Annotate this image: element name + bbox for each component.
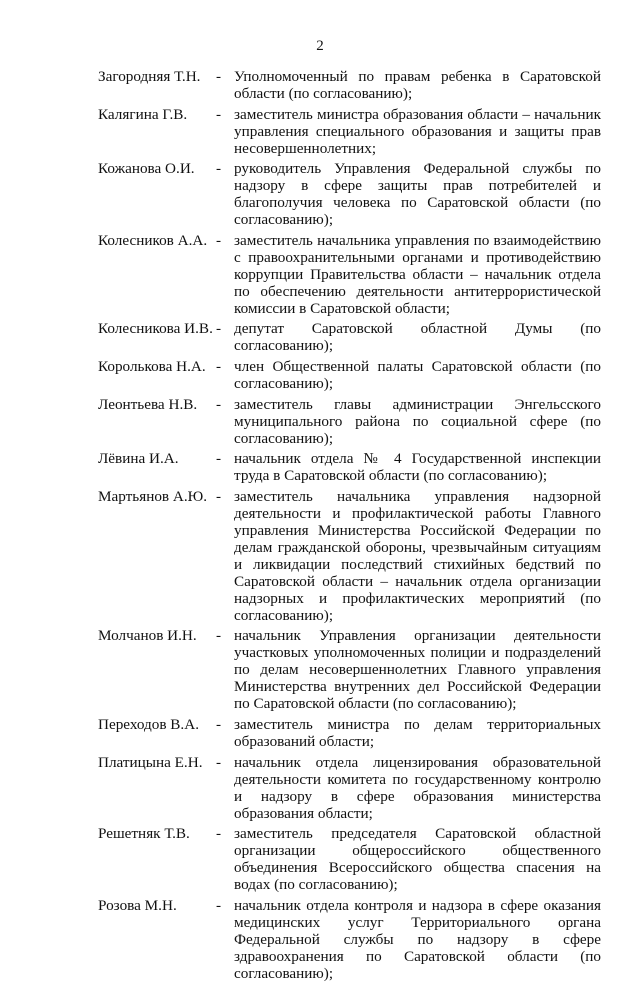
page-number: 2	[316, 38, 324, 54]
member-entry	[98, 488, 601, 624]
member-entry	[98, 106, 601, 157]
member-name: Загородняя Т.Н.	[98, 68, 201, 85]
member-entry	[98, 450, 601, 484]
member-entry	[98, 897, 601, 982]
member-role: начальник отдела контроля и надзора в сфере оказания медицинских услуг Территориального органа Федеральной службы по надзору в сфере здравоохранения по Саратовской области (по согласованию);	[234, 896, 601, 982]
member-name: Колесникова И.В.	[98, 320, 213, 338]
member-list	[98, 68, 601, 985]
member-role: заместитель начальника управления надзорной деятельности и профилактической работы Главного управления Министерства Российской Федерации по делам гражданской обороны, чрезвычайным ситуациям и ликвидации последствий стихийных бедствий по Саратовской области – начальник отдела организации надзорных и профилактических мероприятий (по согласованию);	[234, 487, 601, 624]
member-role: заместитель главы администрации Энгельсского муниципального района по социальной сфере (по согласованию);	[234, 395, 601, 447]
member-dash: -	[216, 68, 222, 85]
member-name: Лёвина И.А.	[98, 450, 179, 468]
member-dash: -	[216, 105, 222, 123]
member-name: Переходов В.А.	[98, 715, 199, 733]
member-dash: -	[216, 896, 222, 914]
member-entry	[98, 754, 601, 822]
member-name: Мартьянов А.Ю.	[98, 487, 208, 505]
member-name: Кожанова О.И.	[98, 160, 195, 178]
member-name: Розова М.Н.	[98, 896, 177, 914]
member-name: Платицына Е.Н.	[98, 753, 203, 771]
member-role: заместитель начальника управления по взаимодействию с правоохранительными органами и противодействию коррупции Правительства области – начальник отдела по обеспечению деятельности антитеррористической комиссии в Саратовской области;	[234, 231, 601, 317]
member-role: Уполномоченный по правам ребенка в Саратовской области (по согласованию);	[234, 68, 601, 102]
member-entry	[98, 716, 601, 750]
member-name: Калягина Г.В.	[98, 105, 188, 123]
member-dash: -	[216, 753, 222, 771]
member-dash: -	[216, 320, 222, 338]
member-dash: -	[216, 715, 222, 733]
member-entry	[98, 68, 601, 102]
member-role: руководитель Управления Федеральной службы по надзору в сфере защиты прав потребителей и благополучия человека по Саратовской области (по согласованию);	[234, 160, 601, 229]
member-dash: -	[216, 395, 222, 413]
member-role: член Общественной палаты Саратовской области (по согласованию);	[234, 357, 601, 392]
member-role: заместитель министра образования области – начальник управления специального образования и защиты прав несовершеннолетних;	[234, 105, 601, 157]
member-role: заместитель министра по делам территориальных образований области;	[234, 715, 601, 750]
member-dash: -	[216, 627, 222, 645]
member-entry	[98, 825, 601, 893]
member-dash: -	[216, 357, 222, 375]
member-entry	[98, 396, 601, 447]
member-role: начальник отдела № 4 Государственной инспекции труда в Саратовской области (по согласованию);	[234, 450, 601, 485]
member-entry	[98, 358, 601, 392]
member-name: Королькова Н.А.	[98, 357, 206, 375]
member-role: заместитель председателя Саратовской областной организации общероссийского общественного объединения Всероссийского общества спасения на водах (по согласованию);	[234, 825, 601, 894]
member-name: Решетняк Т.В.	[98, 825, 190, 843]
member-name: Леонтьева Н.В.	[98, 395, 198, 413]
member-name: Колесников А.А.	[98, 231, 208, 249]
member-dash: -	[216, 231, 222, 249]
member-name: Молчанов И.Н.	[98, 627, 197, 645]
member-role: депутат Саратовской областной Думы (по согласованию);	[234, 320, 601, 355]
member-role: начальник отдела лицензирования образовательной деятельности комитета по государственному контролю и надзору в сфере образования министерства образования области;	[234, 753, 601, 822]
member-entry	[98, 320, 601, 354]
member-role: начальник Управления организации деятельности участковых уполномоченных полиции и подразделений по делам несовершеннолетних Главного управления Министерства внутренних дел Российской Федерации по Саратовской области (по согласованию);	[234, 627, 601, 713]
member-entry	[98, 232, 601, 317]
member-entry	[98, 627, 601, 712]
member-entry	[98, 160, 601, 228]
member-dash: -	[216, 825, 222, 843]
member-dash: -	[216, 487, 222, 505]
member-dash: -	[216, 160, 222, 178]
member-dash: -	[216, 450, 222, 468]
